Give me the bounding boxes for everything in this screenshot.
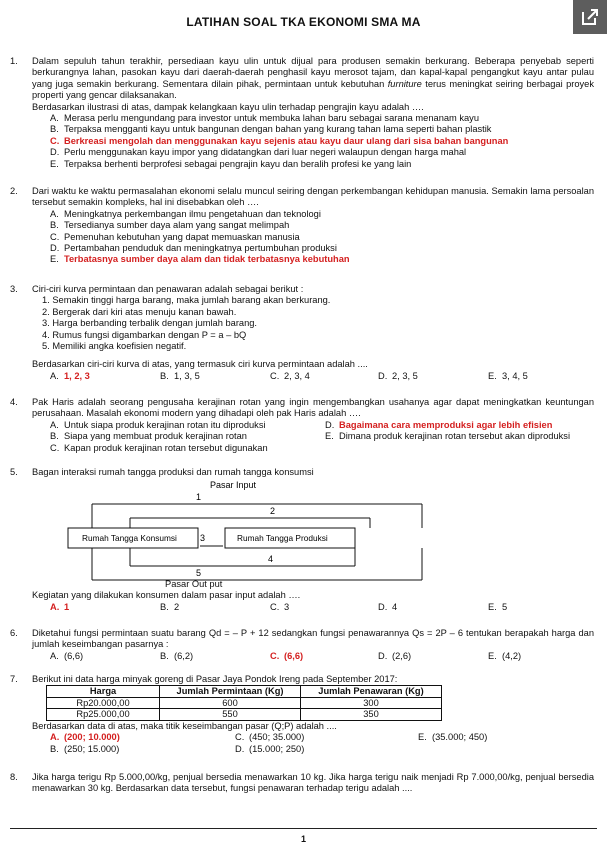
question-text: Dalam sepuluh tahun terakhir, persediaan kayu ulin untuk dijual para produsen semakin berkurang. Beberapa penyebab seperti berkurangnya lahan, pasokan kayu dari daerah-daerah penghasil kayu merosot tajam, dan kapal-kapal pengangkut kayu antar pulau yang juga semakin berkurang. Sementara dilain pihak, permintaan untuk kebutuhan furniture terus meningkat seiring berbagai proyek properti yang gencar dilaksanakan. xyxy=(32,56,594,101)
option-e[interactable]: E. 5 xyxy=(488,601,508,612)
flow-number-1: 1 xyxy=(196,492,202,502)
table-header: Harga xyxy=(47,686,160,698)
question-text: Bagan interaksi rumah tangga produksi dan rumah tangga konsumsi xyxy=(32,467,314,477)
option-e[interactable]: E. (4,2) xyxy=(488,650,522,661)
question-number: 7. xyxy=(10,674,18,684)
option-e[interactable]: E. Terbatasnya sumber daya alam dan tidak terbatasnya kebutuhan xyxy=(50,254,350,265)
question-prompt: Kegiatan yang dilakukan konsumen dalam pasar input adalah …. xyxy=(32,590,301,601)
option-b[interactable]: B. (6,2) xyxy=(160,650,194,661)
criteria-list xyxy=(42,295,594,352)
table-cell: Rp20.000,00 xyxy=(47,697,160,709)
option-d[interactable]: D. 2, 3, 5 xyxy=(378,370,418,381)
option-c[interactable]: C. Pemenuhan kebutuhan yang dapat memuaskan manusia xyxy=(50,231,300,242)
list-item: 3. Harga berbanding terbalik dengan jumlah barang. xyxy=(42,318,258,329)
option-c[interactable]: C. (6,6) xyxy=(270,650,304,661)
pasar-output-label: Pasar Out put xyxy=(165,579,223,589)
table-cell: Rp25.000,00 xyxy=(47,709,160,721)
household-consumption-label: Rumah Tangga Konsumsi xyxy=(82,533,177,543)
option-b[interactable]: B. (250; 15.000) xyxy=(50,743,120,754)
option-b[interactable]: B. Terpaksa mengganti kayu untuk bangunan dengan bahan yang kurang tahan lama seperti bahan plastik xyxy=(50,124,492,135)
option-b[interactable]: B. Siapa yang membuat produk kerajinan rotan xyxy=(50,431,247,442)
question-number: 6. xyxy=(10,628,18,638)
question-number: 1. xyxy=(10,56,18,66)
option-d[interactable]: D. Bagaimana cara memproduksi agar lebih efisien xyxy=(325,419,553,430)
circular-flow-diagram xyxy=(50,480,470,588)
question-prompt: Berdasarkan ciri-ciri kurva di atas, yang termasuk ciri kurva permintaan adalah .... xyxy=(32,359,368,370)
question-5-answers xyxy=(10,579,594,613)
table-cell: 300 xyxy=(301,697,442,709)
question-number: 8. xyxy=(10,772,18,782)
table-row xyxy=(47,709,442,721)
flow-number-4: 4 xyxy=(268,554,274,564)
option-a[interactable]: A. Untuk siapa produk kerajinan rotan itu diproduksi xyxy=(50,419,266,430)
page-number: 1 xyxy=(300,834,306,844)
option-a[interactable]: A. 1 xyxy=(50,601,70,612)
option-c[interactable]: C. Kapan produk kerajinan rotan tersebut digunakan xyxy=(50,442,268,453)
question-6 xyxy=(10,628,594,662)
list-item: 4. Rumus fungsi digambarkan dengan P = a – bQ xyxy=(42,329,247,340)
option-a[interactable]: A. (6,6) xyxy=(50,650,84,661)
table-header: Jumlah Permintaan (Kg) xyxy=(160,686,301,698)
table-header-row xyxy=(47,686,442,698)
price-table xyxy=(46,685,442,721)
question-text: Pak Haris adalah seorang pengusaha kerajinan rotan yang ingin mengembangkan usahanya agar dapat meningkatkan keuntungan perusahaan. Masalah ekonomi modern yang dihadapi oleh pak Haris adalah …. xyxy=(32,397,594,419)
table-row xyxy=(47,697,442,709)
option-d[interactable]: D. (2,6) xyxy=(378,650,412,661)
question-number: 3. xyxy=(10,284,18,294)
question-text: Dari waktu ke waktu permasalahan ekonomi selalu muncul seiring dengan perkembangan kehidupan manusia. Semakin lama persoalan tersebut semakin kompleks, hal ini disebabkan oleh …. xyxy=(32,186,594,208)
question-8 xyxy=(10,772,594,795)
table-cell: 350 xyxy=(301,709,442,721)
option-d[interactable]: D. 4 xyxy=(378,601,398,612)
question-text: Ciri-ciri kurva permintaan dan penawaran adalah sebagai berikut : xyxy=(32,284,304,294)
table-header: Jumlah Penawaran (Kg) xyxy=(301,686,442,698)
list-item: 2. Bergerak dari kiri atas menuju kanan bawah. xyxy=(42,306,237,317)
question-1 xyxy=(10,56,594,170)
pasar-input-label: Pasar Input xyxy=(210,480,257,490)
question-3 xyxy=(10,284,594,382)
option-b[interactable]: B. 1, 3, 5 xyxy=(160,370,200,381)
question-number: 4. xyxy=(10,397,18,407)
question-4 xyxy=(10,397,594,454)
option-c[interactable]: C. 3 xyxy=(270,601,290,612)
option-e[interactable]: E. 3, 4, 5 xyxy=(488,370,528,381)
option-e[interactable]: E. (35.000; 450) xyxy=(418,732,488,743)
footer-divider xyxy=(10,828,597,829)
question-number: 2. xyxy=(10,186,18,196)
option-c[interactable]: C. (450; 35.000) xyxy=(235,732,305,743)
option-a[interactable]: A. (200; 10.000) xyxy=(50,732,120,743)
question-text: Diketahui fungsi permintaan suatu barang Qd = – P + 12 sedangkan fungsi penawarannya Qs = 2P – 6 tentukan berapakah harga dan jumlah keseimbangan pasarnya : xyxy=(32,628,594,650)
question-5 xyxy=(10,467,594,478)
flow-number-2: 2 xyxy=(270,506,276,516)
option-e[interactable]: E. Terpaksa berhenti berprofesi sebagai pengrajin kayu dan beralih profesi ke yang lain xyxy=(50,158,412,169)
option-b[interactable]: B. Tersedianya sumber daya alam yang sangat melimpah xyxy=(50,220,290,231)
question-prompt: Berdasarkan ilustrasi di atas, dampak kelangkaan kayu ulin terhadap pengrajin kayu adalah …. xyxy=(32,101,424,112)
option-c[interactable]: C. 2, 3, 4 xyxy=(270,370,310,381)
option-d[interactable]: D. Pertambahan penduduk dan meningkatnya pertumbuhan produksi xyxy=(50,243,337,254)
question-text: Berikut ini data harga minyak goreng di Pasar Jaya Pondok Ireng pada September 2017: xyxy=(32,674,398,684)
option-e[interactable]: E. Dimana produk kerajinan rotan tersebut akan diproduksi xyxy=(325,431,571,442)
option-a[interactable]: A. Merasa perlu mengundang para investor untuk membuka lahan baru sebagai sarana menanam kayu xyxy=(50,113,479,124)
option-c[interactable]: C. Berkreasi mengolah dan menggunakan kayu sejenis atau kayu daur ulang dari sisa bahan bangunan xyxy=(50,135,509,146)
question-prompt: Berdasarkan data di atas, maka titik keseimbangan pasar (Q;P) adalah .... xyxy=(32,720,337,731)
flow-number-5: 5 xyxy=(196,568,202,578)
question-7 xyxy=(10,674,594,755)
table-cell: 550 xyxy=(160,709,301,721)
flow-number-3: 3 xyxy=(200,533,206,543)
question-2 xyxy=(10,186,594,266)
page-title: LATIHAN SOAL TKA EKONOMI SMA MA xyxy=(186,15,421,29)
option-a[interactable]: A. Meningkatnya perkembangan ilmu pengetahuan dan teknologi xyxy=(50,208,321,219)
table-cell: 600 xyxy=(160,697,301,709)
list-item: 5. Memiliki angka koefisien negatif. xyxy=(42,341,187,352)
question-text: Jika harga terigu Rp 5.000,00/kg, penjual bersedia menawarkan 10 kg. Jika harga terigu naik menjadi Rp 7.000,00/kg, penjual bersedia menawarkan 30 kg. Berdasarkan data tersebut, fungsi penawaran terhadap terigu adalah .... xyxy=(32,772,594,794)
option-a[interactable]: A. 1, 2, 3 xyxy=(50,370,90,381)
option-b[interactable]: B. 2 xyxy=(160,601,180,612)
household-production-label: Rumah Tangga Produksi xyxy=(237,533,328,543)
question-number: 5. xyxy=(10,467,18,477)
option-d[interactable]: D. (15.000; 250) xyxy=(235,743,305,754)
list-item: 1. Semakin tinggi harga barang, maka jumlah barang akan berkurang. xyxy=(42,295,331,306)
option-d[interactable]: D. Perlu menggunakan kayu impor yang didatangkan dari luar negeri walaupun dengan harga mahal xyxy=(50,147,467,158)
